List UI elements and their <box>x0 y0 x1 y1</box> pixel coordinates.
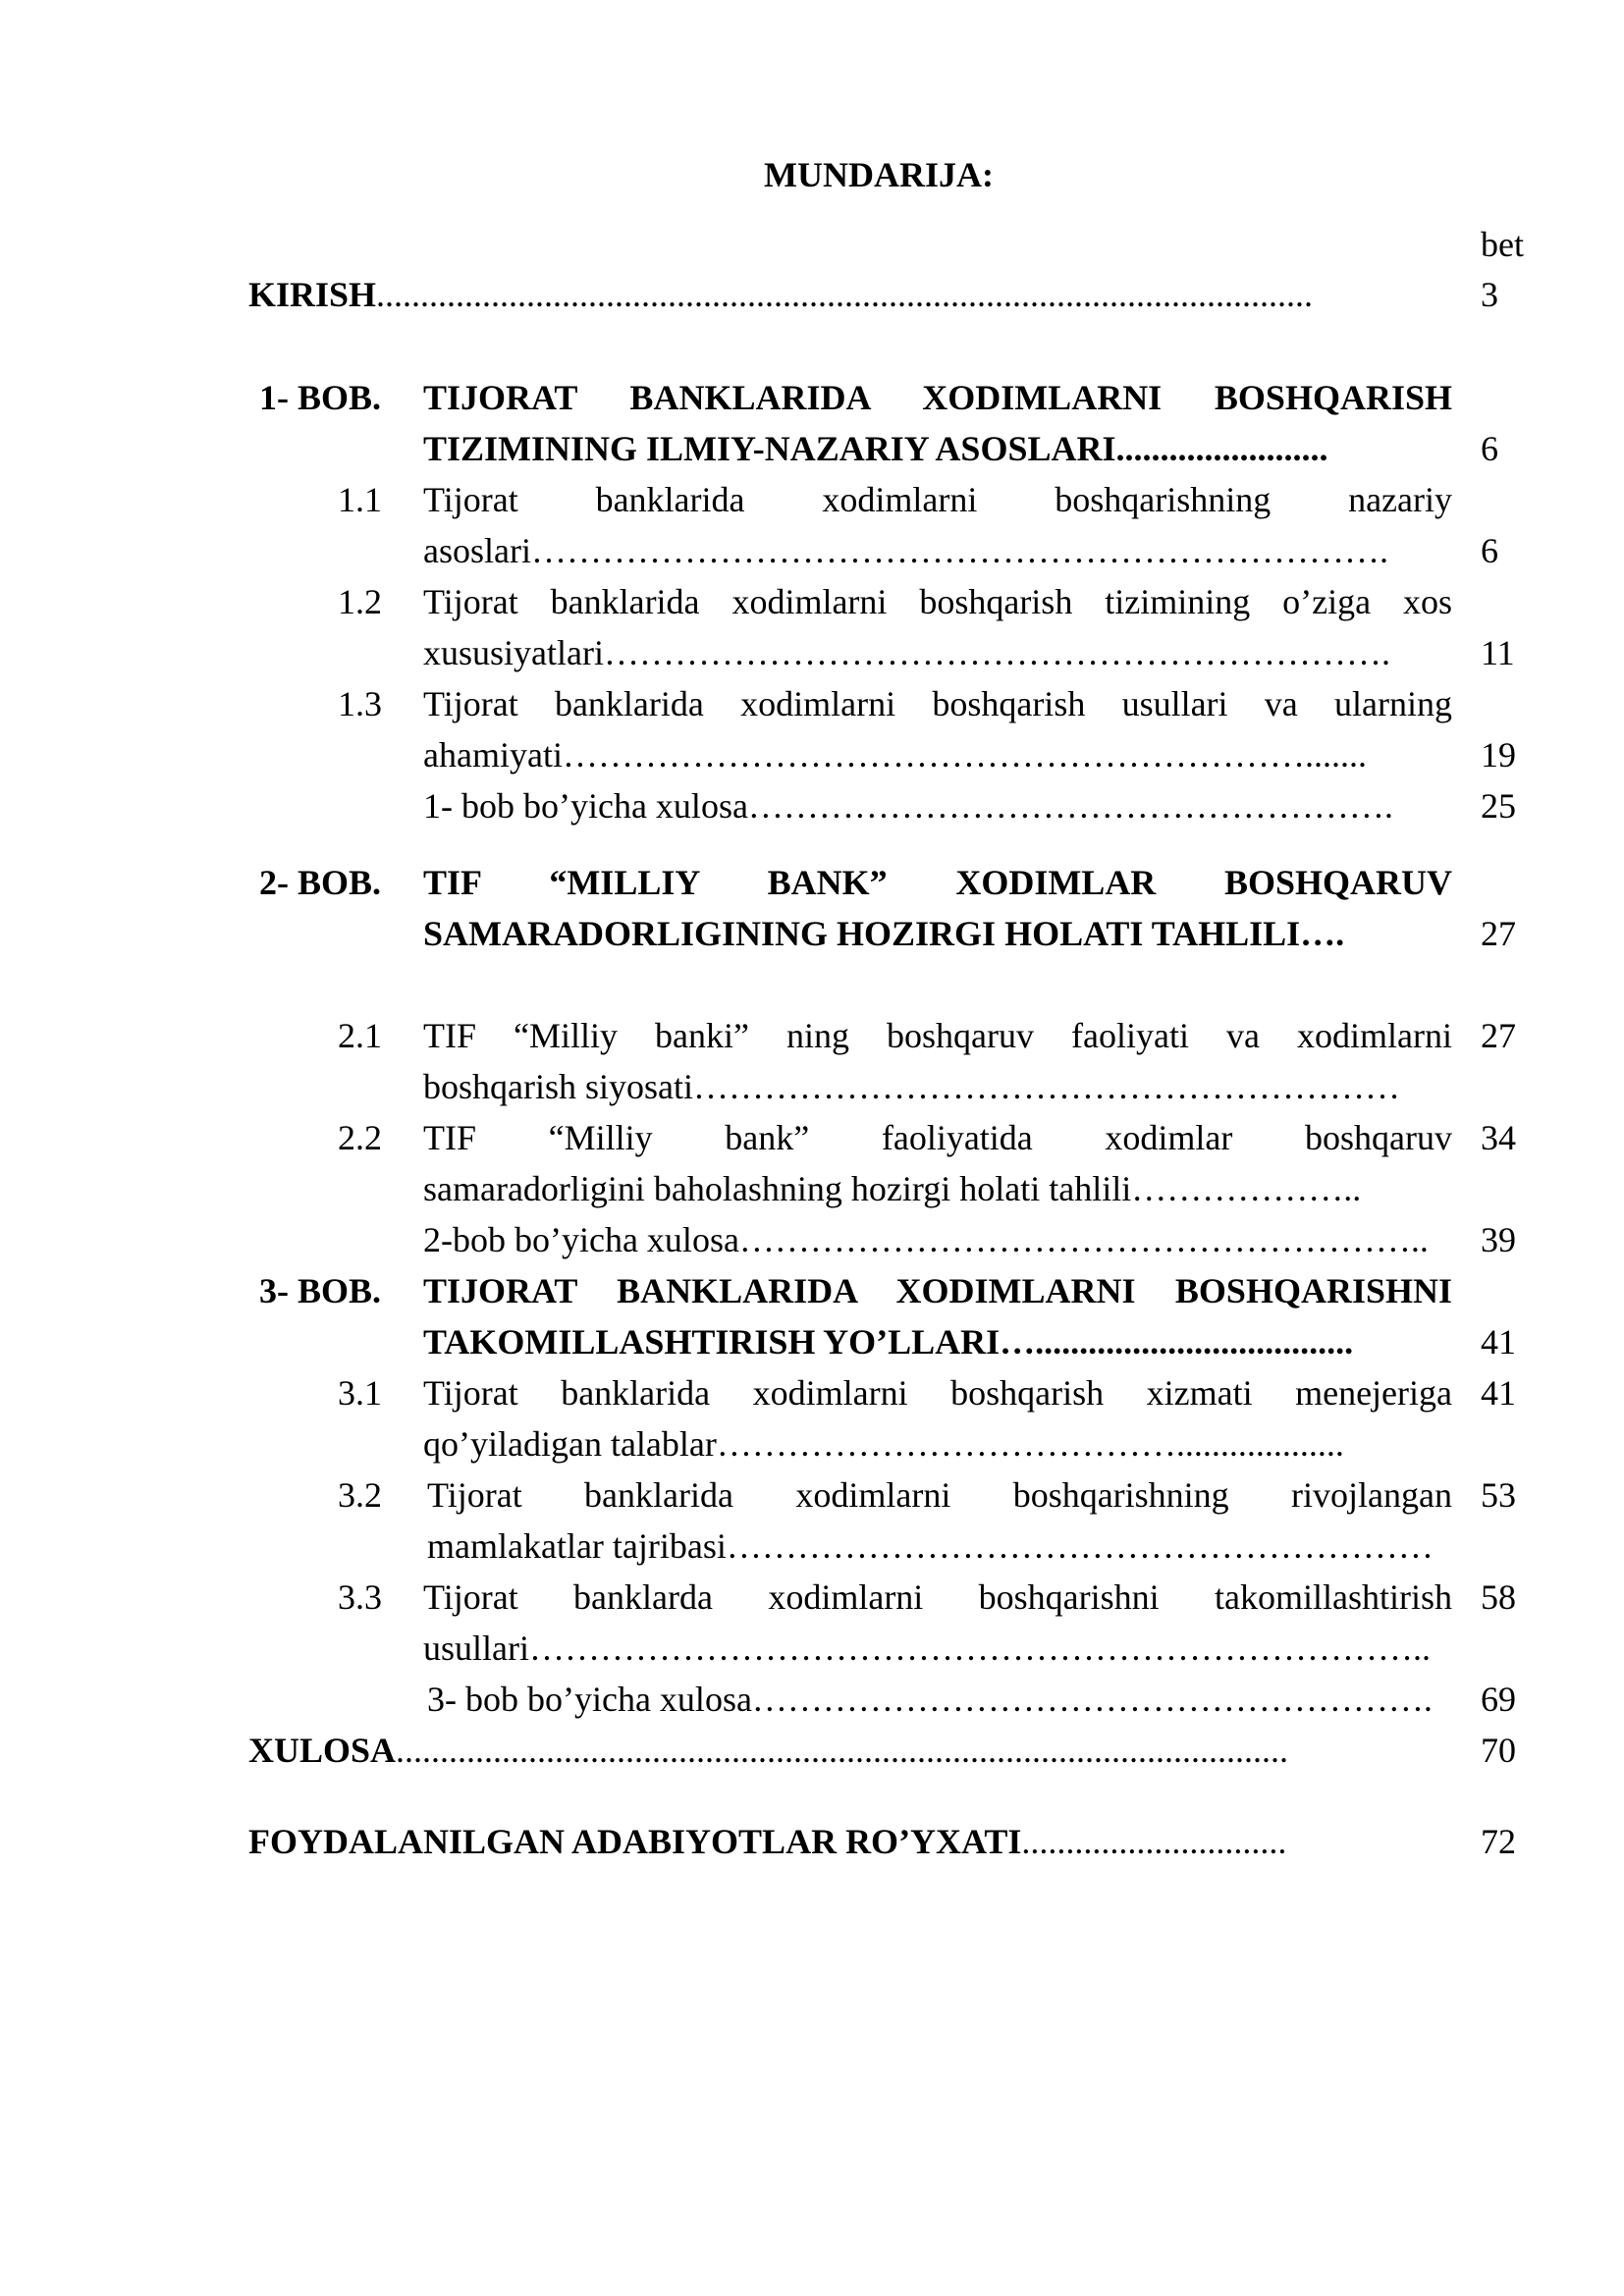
section-2-1-line1: TIF “Milliy banki” ning boshqaruv faoliyati va xodimlarni <box>423 1016 1452 1055</box>
chapter3-title-line1: TIJORAT BANKLARIDA XODIMLARNI BOSHQARISHNI <box>423 1271 1452 1310</box>
conclusion-leader: ..................................................................................................... <box>396 1731 1289 1770</box>
intro-label: KIRISH <box>248 275 377 314</box>
section-2-2-line1: TIF “Milliy bank” faoliyatida xodimlar boshqaruv <box>423 1118 1452 1157</box>
page-column-label: bet <box>1481 225 1524 264</box>
section-1-1-line1: Tijorat banklarida xodimlarni boshqarishning nazariy <box>423 480 1452 519</box>
chapter3-summary: 3- bob bo’yicha xulosa…………………………………………………. <box>427 1680 1433 1719</box>
chapter1-page: 6 <box>1481 429 1498 468</box>
intro-leader: .......................................................................................................... <box>376 275 1314 314</box>
chapter1-summary: 1- bob bo’yicha xulosa………………………………………………. <box>423 786 1393 826</box>
section-2-2-page: 34 <box>1481 1118 1516 1157</box>
section-3-2-number: 3.2 <box>338 1475 382 1515</box>
chapter2-title-line2: SAMARADORLIGINING HOZIRGI HOLATI TAHLILI…. <box>423 914 1345 953</box>
toc-entry-intro <box>248 274 1313 315</box>
section-3-3-page: 58 <box>1481 1577 1516 1617</box>
section-3-2-line2: mamlakatlar tajribasi…………………………………………………… <box>427 1526 1434 1566</box>
chapter1-title-line2: TIZIMINING ILMIY-NAZARIY ASOSLARI........................ <box>423 429 1328 468</box>
section-2-2-number: 2.2 <box>338 1118 382 1157</box>
section-3-1-line2: qo’yiladigan talablar…………………………………................... <box>423 1424 1344 1464</box>
references-page: 72 <box>1481 1822 1516 1861</box>
section-1-2-line2: xususiyatlari…………………………………………………………. <box>423 633 1390 672</box>
chapter3-summary-page: 69 <box>1481 1680 1516 1719</box>
section-1-1-line2: asoslari………………………………………………………………. <box>423 531 1388 570</box>
toc-entry-conclusion <box>248 1730 1288 1771</box>
section-1-2-number: 1.2 <box>338 582 382 621</box>
section-2-1-number: 2.1 <box>338 1016 382 1055</box>
section-3-3-line1: Tijorat banklarda xodimlarni boshqarishni takomillashtirish <box>423 1577 1452 1617</box>
section-3-1-number: 3.1 <box>338 1373 382 1413</box>
section-1-3-page: 19 <box>1481 735 1516 774</box>
section-2-1-page: 27 <box>1481 1016 1516 1055</box>
section-1-1-number: 1.1 <box>338 480 382 519</box>
section-1-2-line1: Tijorat banklarida xodimlarni boshqarish tizimining o’ziga xos <box>423 582 1452 621</box>
intro-page: 3 <box>1481 275 1498 314</box>
section-1-2-page: 11 <box>1481 633 1515 672</box>
chapter2-page: 27 <box>1481 914 1516 953</box>
chapter2-number: 2- BOB. <box>259 863 382 902</box>
section-1-3-line2: ahamiyati………………………………………………………....... <box>423 735 1367 774</box>
page-title: MUNDARIJA: <box>764 155 994 194</box>
references-leader: .............................. <box>1021 1822 1287 1861</box>
section-3-1-page: 41 <box>1481 1373 1516 1413</box>
section-1-3-line1: Tijorat banklarida xodimlarni boshqarish usullari va ularning <box>423 684 1452 723</box>
chapter3-number: 3- BOB. <box>259 1271 382 1310</box>
chapter2-title-line1: TIF “MILLIY BANK” XODIMLAR BOSHQARUV <box>423 863 1452 902</box>
references-label: FOYDALANILGAN ADABIYOTLAR RO’YXATI <box>248 1822 1022 1861</box>
conclusion-page: 70 <box>1481 1731 1516 1770</box>
section-3-2-line1: Tijorat banklarida xodimlarni boshqarishning rivojlangan <box>427 1475 1452 1515</box>
chapter1-summary-page: 25 <box>1481 786 1516 826</box>
section-3-2-page: 53 <box>1481 1475 1516 1515</box>
chapter1-number: 1- BOB. <box>259 378 382 417</box>
chapter1-title-line1: TIJORAT BANKLARIDA XODIMLARNI BOSHQARISH <box>423 378 1452 417</box>
chapter2-summary: 2-bob bo’yicha xulosa………………………………………………….. <box>423 1220 1429 1259</box>
section-3-3-line2: usullari………………………………………………………………….. <box>423 1629 1431 1668</box>
section-1-3-number: 1.3 <box>338 684 382 723</box>
chapter2-summary-page: 39 <box>1481 1220 1516 1259</box>
conclusion-label: XULOSA <box>248 1731 397 1770</box>
section-3-1-line1: Tijorat banklarida xodimlarni boshqarish xizmati menejeriga <box>423 1373 1452 1413</box>
section-3-3-number: 3.3 <box>338 1577 382 1617</box>
chapter3-title-line2: TAKOMILLASHTIRISH YO’LLARI….................................... <box>423 1322 1354 1362</box>
section-2-1-line2: boshqarish siyosati…………………………………………………… <box>423 1067 1400 1106</box>
toc-entry-references <box>248 1821 1286 1862</box>
chapter3-page: 41 <box>1481 1322 1516 1362</box>
section-1-1-page: 6 <box>1481 531 1498 570</box>
section-2-2-line2: samaradorligini baholashning hozirgi holati tahlili……………….. <box>423 1169 1362 1208</box>
